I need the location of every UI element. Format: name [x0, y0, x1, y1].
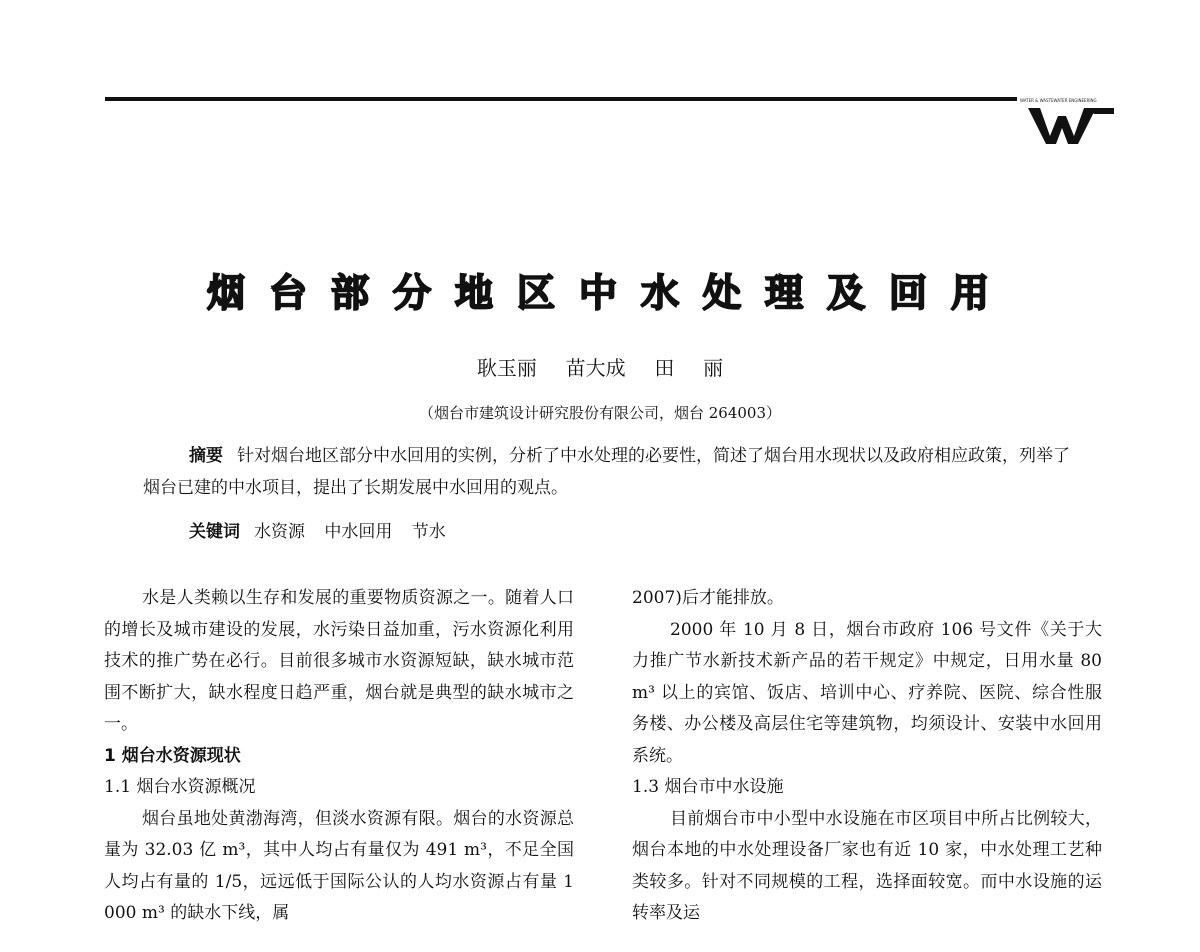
- subsection-heading: 1.1 烟台水资源概况: [104, 777, 256, 797]
- keywords-text: 水资源 中水回用 节水: [254, 522, 446, 542]
- keywords-label: 关键词: [189, 522, 240, 542]
- journal-logo: [1020, 98, 1120, 146]
- abstract-text: 针对烟台地区部分中水回用的实例，分析了中水处理的必要性，简述了烟台用水现状以及政府相应政策，列举了烟台已建的中水项目，提出了长期发展中水回用的观点。: [143, 446, 1070, 498]
- abstract-label: 摘要: [189, 446, 223, 466]
- body-column-left: [104, 583, 574, 930]
- paragraph: 2007)后才能排放。: [632, 588, 784, 608]
- section-heading: 1 烟台水资源现状: [104, 745, 241, 766]
- paragraph: 烟台虽地处黄渤海湾，但淡水资源有限。烟台的水资源总量为 32.03 亿 m³，其中人均占有量仅为 491 m³，不足全国人均占有量的 1/5，远远低于国际公认的人均水资源占有量 1 000 m³ 的缺水下线，属: [104, 808, 574, 923]
- article-affiliation: （烟台市建筑设计研究股份有限公司，烟台 264003）: [418, 404, 782, 422]
- header-rule: [105, 97, 1017, 101]
- paragraph: 水是人类赖以生存和发展的重要物质资源之一。随着人口的增长及城市建设的发展，水污染日益加重，污水资源化利用技术的推广势在必行。目前很多城市水资源短缺，缺水城市范围不断扩大，缺水程度日趋严重，烟台就是典型的缺水城市之一。: [104, 588, 574, 734]
- subsection-heading: 1.3 烟台市中水设施: [632, 777, 784, 797]
- abstract: [143, 440, 1073, 504]
- journal-name-small: WATER & WASTEWATER ENGINEERING: [1020, 98, 1097, 103]
- keywords: [189, 516, 446, 548]
- journal-w-logo-icon: [1028, 106, 1114, 146]
- article-authors: 耿玉丽 苗大成 田 丽: [476, 356, 724, 380]
- article-title: 烟台部分地区中水处理及回用: [206, 271, 1013, 315]
- paragraph: 目前烟台市中小型中水设施在市区项目中所占比例较大，烟台本地的中水处理设备厂家也有近 10 家，中水处理工艺种类较多。针对不同规模的工程，选择面较宽。而中水设施的运转率及运: [632, 808, 1102, 923]
- body-column-right: [632, 583, 1102, 930]
- paragraph: 2000 年 10 月 8 日，烟台市政府 106 号文件《关于大力推广节水新技术新产品的若干规定》中规定，日用水量 80 m³ 以上的宾馆、饭店、培训中心、疗养院、医院、综合性服务楼、办公楼及高层住宅等建筑物，均须设计、安装中水回用系统。: [632, 619, 1102, 766]
